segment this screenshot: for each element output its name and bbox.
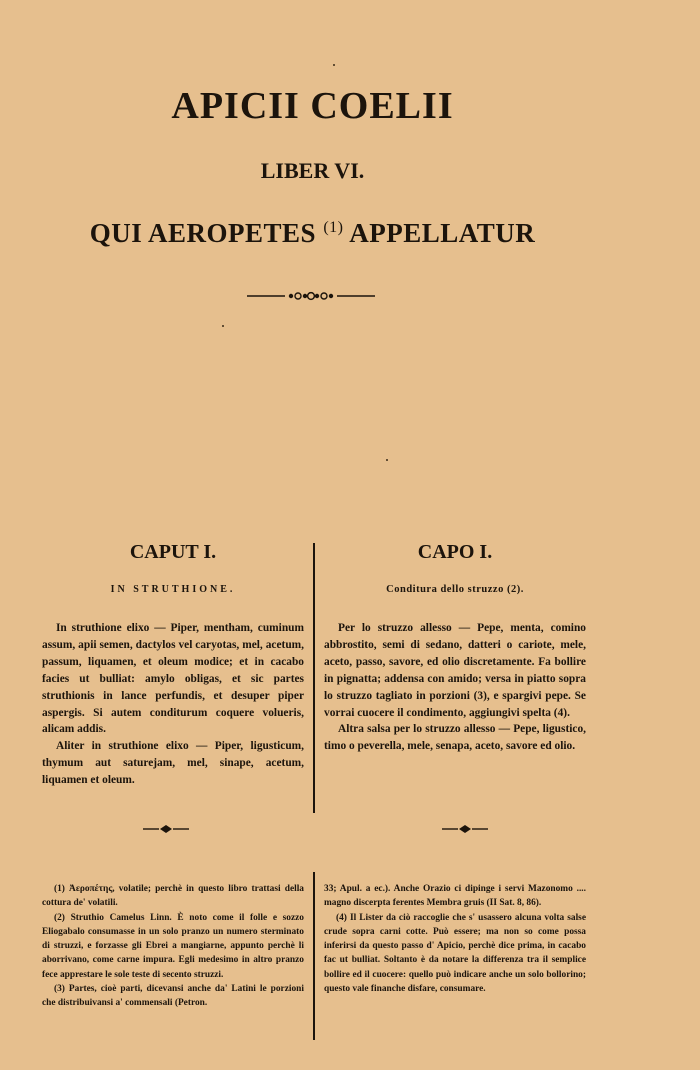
left-paragraph: Aliter in struthione elixo — Piper, ligusticum, thymum aut saturejam, mel, sinape, acetum, liquamen et oleum.	[42, 740, 304, 787]
footnote: (4) Il Lister da ciò raccoglie che s' usassero alcuna volta salse crude sopra carni cotte. Può essere; ma non so come possa inferirsi da questo passo d' Apicio, perchè dice prima, in cacabo fac ut bulliat. Soltanto è da notare la differenza tra il semplice bollire ed il cuocere: quello può indicare anche un solo bollorino; questo vale finanche disfare, consumare.	[324, 912, 586, 995]
right-paragraph: Per lo struzzo allesso — Pepe, menta, comino abbrostito, semi di sedano, datteri o cariote, mele, aceto, passo, savore, ed olio discretamente. Fa bollire in pignatta; addensa con amido; versa in piatto sopra lo struzzo tagliato in porzioni (3), e spargivi pepe. Se vorrai cuocere il condimento, aggiungivi spelta (4).	[324, 622, 586, 719]
left-paragraph: In struthione elixo — Piper, mentham, cuminum assum, apii semen, dactylos vel caryotas, mel, acetum, passum, liquamen, et oleum modice; et in cacabo facies ut bulliat: amylo obligas, et sic partes struthionis in lance perfundis, et desuper piper aspergis. Si autem conditurum coquere volueris, alicam addis.	[42, 622, 304, 736]
right-chapter-heading: CAPO I.	[417, 541, 493, 563]
footnote: (1) Ἀεροπέτης, volatile; perchè in questo libro trattasi della cottura de' volatili.	[42, 884, 304, 909]
footnote: (3) Partes, cioè parti, dicevansi anche da' Latini le porzioni che distribuivansi a' commensali (Petron.	[42, 984, 304, 1009]
footnote: 33; Apul. a ec.). Anche Orazio ci dipinge i servi Mazonomo .... magno discerpta ferentes Membra gruis (II Sat. 8, 86).	[324, 884, 586, 909]
subtitle-end: APPELLATUR	[349, 218, 536, 248]
subtitle-note-ref: (1)	[323, 219, 344, 236]
footnote: (2) Struthio Camelus Linn. È noto come il folle e sozzo Eliogabalo consumasse in un solo pranzo un numero sterminato di struzzi, e forzasse gli Ebrei a mangiarne, appunto perchè li aborrivano, come carne impura. Egli medesimo in altro pranzo fece apprestare le sole teste di secento struzzi.	[42, 912, 304, 980]
left-chapter-subheading: IN STRUTHIONE.	[110, 584, 236, 595]
page-title: APICII COELII	[171, 85, 454, 127]
subtitle-main: QUI AEROPETES	[89, 218, 317, 248]
right-chapter-subheading: Conditura dello struzzo (2).	[386, 584, 524, 595]
left-chapter-heading: CAPUT I.	[129, 541, 217, 563]
right-paragraph: Altra salsa per lo struzzo allesso — Pepe, ligustico, timo o peverella, mele, senapa, aceto, savore ed olio.	[324, 723, 586, 753]
book-number: LIBER VI.	[260, 158, 365, 183]
